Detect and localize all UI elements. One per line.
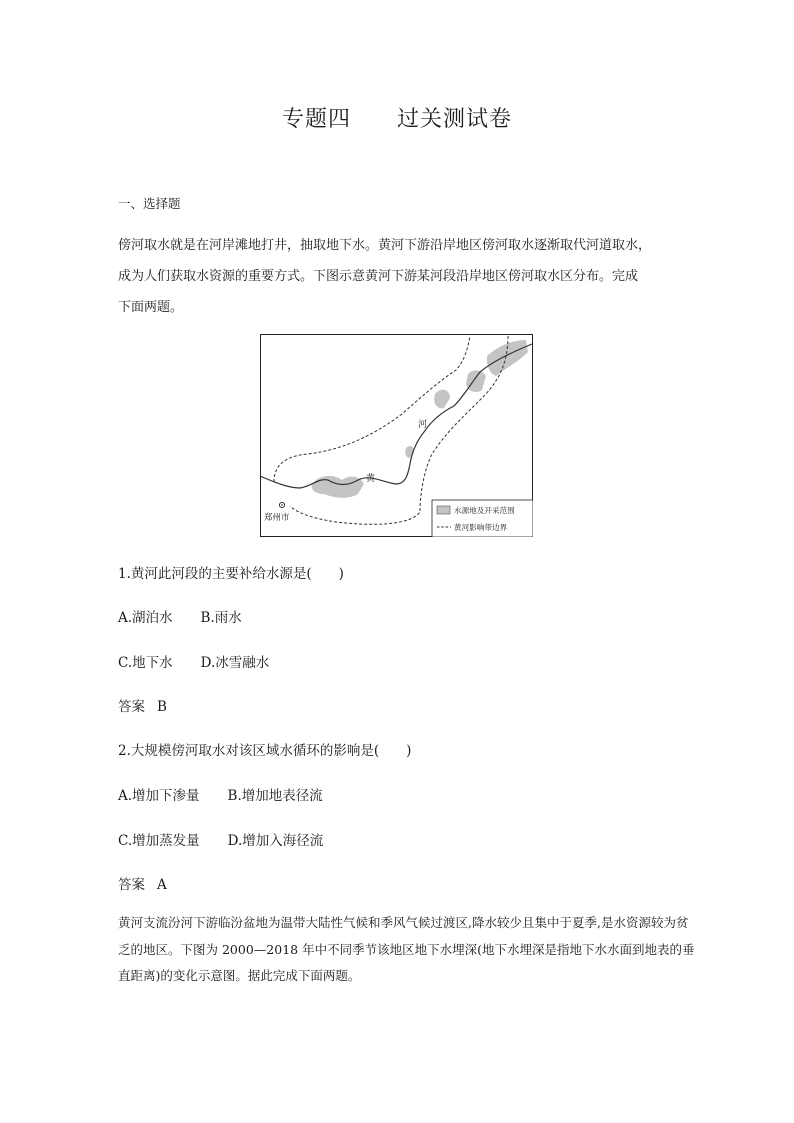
river-label-huang: 黄: [366, 474, 376, 484]
question-2-options-row2: [118, 829, 323, 849]
passage-line: 下面两题。: [118, 300, 184, 315]
option-a[interactable]: A.增加下渗量: [118, 788, 200, 804]
section-heading: 一、选择题: [118, 196, 181, 211]
question-2-answer: 答案 A: [118, 877, 167, 893]
legend-area-swatch: [437, 506, 450, 514]
passage-line: 成为人们获取水资源的重要方式。下图示意黄河下游某河段沿岸地区傍河取水区分布。完成: [118, 269, 639, 284]
legend-area-label: 水源地及开采范围: [454, 506, 515, 515]
question-2-stem: 2.大规模傍河取水对该区域水循环的影响是( ): [118, 743, 412, 759]
answer-value: A: [157, 877, 167, 893]
question-1-options-row1: [118, 606, 242, 626]
option-c[interactable]: C.增加蒸发量: [118, 833, 200, 849]
question-1-options-row2: [118, 651, 269, 671]
option-d[interactable]: D.增加入海径流: [227, 833, 324, 849]
option-b[interactable]: B.雨水: [200, 610, 242, 626]
river-label-he: 河: [418, 420, 428, 430]
option-b[interactable]: B.增加地表径流: [227, 788, 323, 804]
question-2-options-row1: [118, 784, 323, 804]
legend-line-label: 黄河影响带边界: [454, 523, 508, 532]
question-1-answer: 答案 B: [118, 699, 167, 715]
river-map-figure: [260, 334, 533, 537]
passage-line: 直距离)的变化示意图。据此完成下面两题。: [118, 968, 361, 983]
option-c[interactable]: C.地下水: [118, 655, 173, 671]
page-title: 专题四 过关测试卷: [281, 107, 512, 132]
map-legend: [432, 500, 533, 537]
city-label: 郑州市: [264, 513, 290, 523]
passage-line: 傍河取水就是在河岸滩地打井，抽取地下水。黄河下游沿岸地区傍河取水逐渐取代河道取水，: [118, 238, 652, 253]
answer-value: B: [157, 699, 167, 715]
question-1-stem: 1.黄河此河段的主要补给水源是( ): [118, 566, 344, 582]
passage-line: 乏的地区。下图为 2000—2018 年中不同季节该地区地下水埋深(地下水埋深是指地下水水面到地表的垂: [118, 942, 695, 957]
option-d[interactable]: D.冰雪融水: [200, 655, 270, 671]
passage-line: 黄河支流汾河下游临汾盆地为温带大陆性气候和季风气候过渡区,降水较少且集中于夏季,是水资源较为贫: [118, 915, 689, 930]
option-a[interactable]: A.湖泊水: [118, 610, 173, 626]
